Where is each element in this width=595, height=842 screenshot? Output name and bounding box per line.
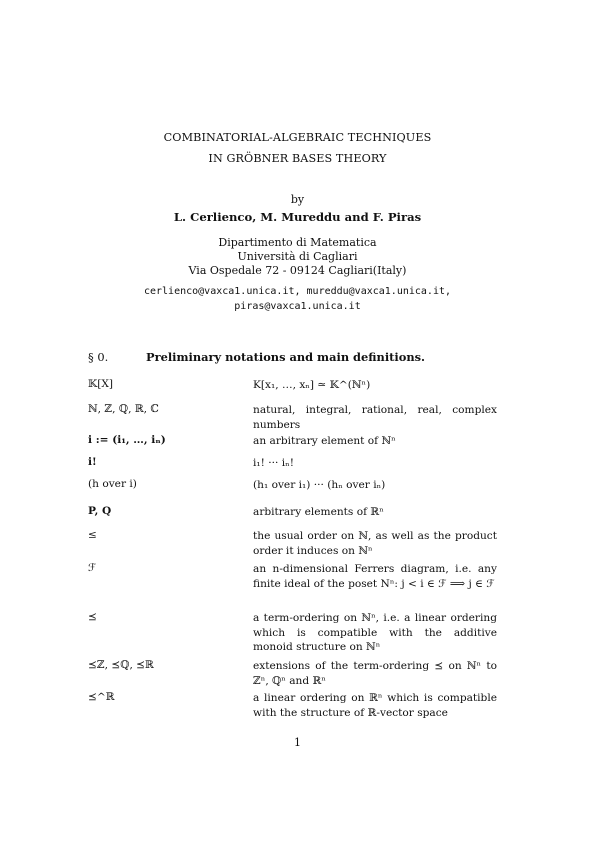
section-header [88,350,425,364]
notation-symbol: ⪯^ℝ [88,691,115,703]
notation-symbol: ⪯ℤ, ⪯ℚ, ⪯ℝ [88,659,154,671]
notation-symbol: ⪯ [88,611,97,623]
page-number: 1 [294,736,301,749]
notation-description: a term-ordering on ℕⁿ, i.e. a linear ordering which is compatible with the additive monoid structure on ℕⁿ [253,612,497,653]
title-line-1: COMBINATORIAL-ALGEBRAIC TECHNIQUES [163,131,432,144]
affiliation-dept: Dipartimento di Matematica [218,236,377,249]
notation-description: natural, integral, rational, real, complex numbers [253,404,497,431]
notation-symbol: P, Q [88,505,112,517]
section-heading: Preliminary notations and main definitions. [146,350,426,364]
authors: L. Cerlienco, M. Mureddu and F. Piras [173,210,422,224]
notation-symbol: (h over i) [88,478,137,490]
notation-symbol: ℱ [88,562,97,574]
notation-description: the usual order on ℕ, as well as the product order it induces on ℕⁿ [253,530,497,557]
notation-description: an n-dimensional Ferrers diagram, i.e. any finite ideal of the poset Nⁿ: j < i ∈ ℱ ⟹ j ∈ ℱ [253,563,497,590]
notation-description: extensions of the term-ordering ⪯ on ℕⁿ to ℤⁿ, ℚⁿ and ℝⁿ [253,660,497,687]
by-label: by [290,193,305,206]
title-line-2: IN GRÖBNER BASES THEORY [208,152,387,165]
notation-description: a linear ordering on ℝⁿ which is compatible with the structure of ℝ-vector space [253,692,497,719]
notation-description: (h₁ over i₁) ··· (hₙ over iₙ) [253,479,386,491]
affiliation-univ: Università di Cagliari [237,250,358,263]
notation-symbol: ≤ [88,529,97,541]
notation-symbol: 𝕂[X] [88,378,114,390]
notation-symbol: i := (i₁, …, iₙ) [88,434,166,446]
notation-description: an arbitrary element of ℕⁿ [253,435,396,447]
notation-symbol: i! [88,456,97,468]
email-line-1: cerlienco@vaxca1.unica.it, mureddu@vaxca1.unica.it, [143,286,452,297]
notation-description: K[x₁, …, xₙ] ≃ 𝕂^(ℕⁿ) [253,379,371,391]
section-number: § 0. [88,350,109,364]
affiliation-address: Via Ospedale 72 - 09124 Cagliari(Italy) [188,264,407,277]
notation-symbol: ℕ, ℤ, ℚ, ℝ, ℂ [88,403,159,415]
notation-description: i₁! ··· iₙ! [253,457,294,469]
email-line-2: piras@vaxca1.unica.it [234,301,361,312]
notation-description: arbitrary elements of ℝⁿ [253,506,384,518]
